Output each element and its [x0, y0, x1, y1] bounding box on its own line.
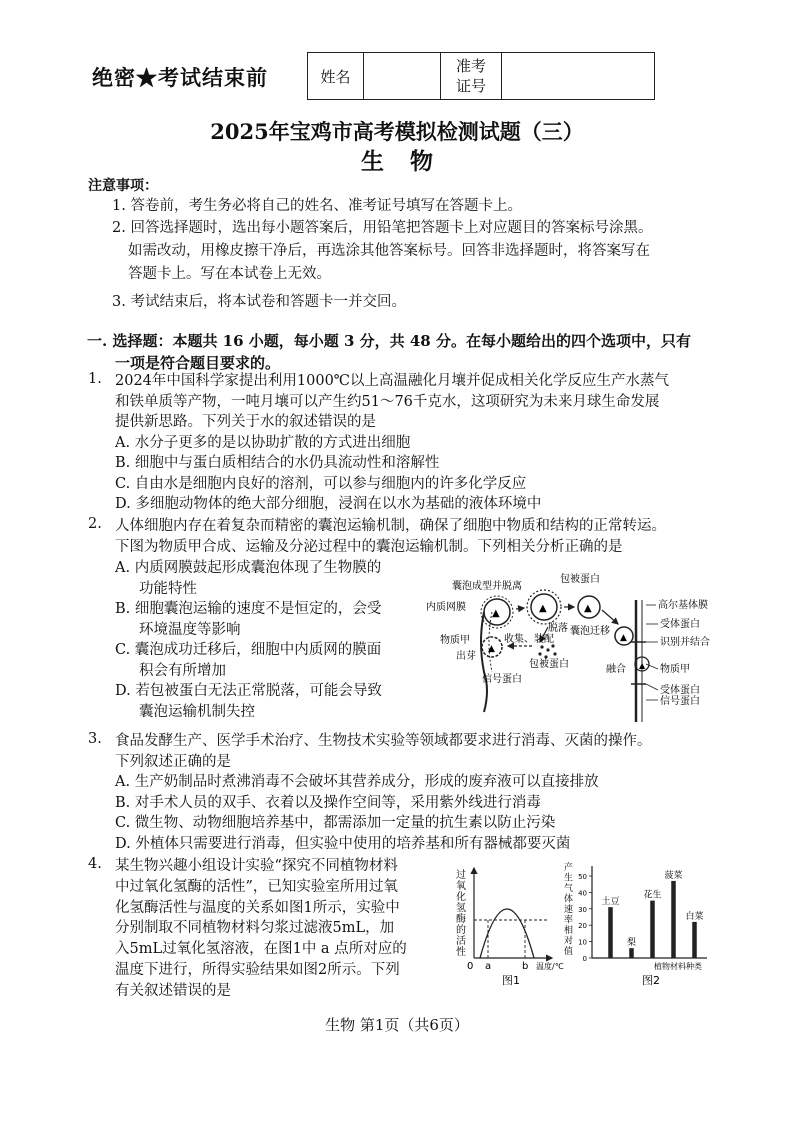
- section-line-1: 一. 选择题：本题共 16 小题，每小题 3 分，共 48 分。在每小题给出的四个选项中，只有: [87, 332, 691, 350]
- q1-option-d: D. 多细胞动物体的绝大部分细胞，浸润在以水为基础的液体环境中: [115, 496, 542, 512]
- fig2-ylabel: [564, 861, 573, 957]
- q3-option-d: D. 外植体只需要进行消毒，但实验中使用的培养基和所有器械都要灭菌: [115, 835, 571, 852]
- label-collect: 收集、装配: [504, 634, 554, 645]
- q3-line: 食品发酵生产、医学手术治疗、生物技术实验等领域都要求进行消毒、灭菌的操作。: [115, 733, 652, 749]
- q1-line: 2024年中国科学家提出利用1000℃以上高温融化月壤并促成相关化学反应生产水蒸气: [115, 373, 670, 389]
- q4-line: 中过氧化氢酶的活性”，已知实验室所用过氧: [115, 878, 398, 895]
- fig1-ylabel-char: 酶: [456, 914, 466, 925]
- fig2-caption: 图2: [642, 974, 660, 987]
- q3-line: 下列叙述正确的是: [115, 753, 231, 770]
- q2-line: 人体细胞内存在着复杂而精密的囊泡运输机制，确保了细胞中物质和结构的正常转运。: [115, 518, 666, 534]
- fig1-tick-b: b: [522, 961, 529, 972]
- notice-item-2: 2. 回答选择题时，选出每小题答案后，用铅笔把答题卡上对应题目的答案标号涂黑。: [112, 220, 653, 236]
- svg-text:▲: ▲: [539, 603, 547, 614]
- q2-options: [115, 558, 425, 722]
- q4-line: 某生物兴趣小组设计实验“探究不同植物材料: [115, 858, 398, 874]
- id-info-box: [307, 52, 655, 100]
- id-label-line1: 准考: [455, 57, 486, 75]
- notice-item-2-cont2: 答题卡上。写在本试卷上无效。: [128, 266, 331, 282]
- label-recognize: 识别并结合: [660, 637, 710, 648]
- label-receptor: 受体蛋白: [660, 619, 700, 630]
- q1-option-b: B. 细胞中与蛋白质相结合的水仍具流动性和溶解性: [115, 455, 440, 471]
- q1-line: 和铁单质等产物，一吨月壤可以产生约51～76千克水，这项研究为未来月球生命发展: [115, 393, 660, 410]
- er-membrane-shape: [481, 612, 487, 712]
- q1-line: 提供新思路。下列关于水的叙述错误的是: [115, 414, 376, 430]
- id-field[interactable]: [502, 53, 655, 100]
- label-signal-2: 信号蛋白: [660, 696, 700, 707]
- fig1-tick-a: a: [485, 961, 492, 972]
- q2-option-c: C. 囊泡成功迁移后，细胞中内质网的膜面: [115, 642, 382, 658]
- q2-number: 2.: [88, 516, 102, 532]
- fig2-y-tick-label: 40: [578, 889, 587, 898]
- label-shed: 脱落: [548, 623, 568, 634]
- notice-heading: 注意事项：: [88, 178, 158, 194]
- q4-number: 4.: [88, 856, 102, 872]
- label-substance-jia-2: 物质甲: [660, 664, 690, 675]
- svg-text:▲: ▲: [492, 608, 500, 619]
- label-signal: 信号蛋白: [482, 674, 522, 685]
- fig2-ylabel-char: 对: [564, 936, 574, 947]
- subject-title: 生物: [361, 148, 459, 175]
- exam-title: 2025年宝鸡市高考模拟检测试题（三）: [210, 119, 584, 144]
- coat-protein-dots: [538, 644, 556, 658]
- fig2-y-tick-label: 50: [578, 873, 587, 881]
- q2-stem: [115, 516, 755, 557]
- q2-line: 下图为物质甲合成、运输及分泌过程中的囊泡运输机制。下列相关分析正确的是: [115, 538, 623, 555]
- label-er-membrane: 内质网膜: [426, 602, 466, 613]
- section-line-2: 一项是符合题目要求的。: [115, 354, 281, 372]
- fig2-y-tick-label: 30: [578, 905, 587, 914]
- fig1-ylabel-char: 活: [456, 936, 466, 947]
- fig1-ylabel-char: 的: [456, 925, 466, 936]
- label-receptor-2: 受体蛋白: [660, 685, 700, 696]
- fig1-ylabel-char: 氧: [456, 881, 466, 892]
- q1-option-a: A. 水分子更多的是以协助扩散的方式进出细胞: [115, 434, 411, 451]
- fig1-ylabel-char: 化: [456, 892, 466, 903]
- q4-line: 分别制取不同植物材料匀浆过滤液5mL，加: [115, 920, 395, 937]
- label-golgi: 高尔基体膜: [658, 600, 708, 611]
- q2-option-c-cont: 积会有所增加: [139, 662, 226, 679]
- label-migrate: 囊泡迁移: [570, 626, 610, 637]
- fig2-bar-label: 花生: [643, 890, 662, 901]
- q2-option-a-cont: 功能特性: [139, 580, 197, 597]
- q4-line: 有关叙述错误的是: [115, 982, 231, 999]
- svg-text:▲: ▲: [584, 603, 592, 614]
- q1-option-c: C. 自由水是细胞内良好的溶剂，可以参与细胞内的许多化学反应: [115, 475, 527, 492]
- label-substance-jia: 物质甲: [440, 635, 470, 646]
- q2-option-a: A. 内质网膜鼓起形成囊泡体现了生物膜的: [115, 560, 382, 576]
- svg-text:▲: ▲: [620, 633, 627, 643]
- q1-stem: [115, 371, 755, 515]
- q1-number: 1.: [88, 371, 102, 387]
- vesicle-transport-diagram: [422, 572, 722, 724]
- fig2-ylabel-char: 气: [564, 884, 574, 894]
- fig1-ylabel: [456, 868, 466, 958]
- fig2-bar-label: 梨: [626, 938, 637, 949]
- notice-item-3: 3. 考试结束后，将本试卷和答题卡一并交回。: [112, 294, 406, 310]
- fig2-bar: [608, 907, 613, 958]
- fig2-ylabel-char: 体: [564, 894, 574, 905]
- id-label-line2: 证号: [455, 77, 486, 95]
- name-field[interactable]: [364, 53, 441, 100]
- q4-line: 入5mL过氧化氢溶液，在图1中 a 点所对应的: [115, 941, 407, 958]
- q3-number: 3.: [88, 731, 102, 747]
- fig2-y-tick-label: 0: [582, 955, 587, 963]
- q3-option-b: B. 对手术人员的双手、衣着以及操作空间等，采用紫外线进行消毒: [115, 794, 541, 811]
- fig2-ylabel-char: 产: [564, 863, 574, 873]
- fig1-ylabel-char: 性: [456, 947, 466, 958]
- fig1-caption: 图1: [502, 974, 520, 987]
- fig2-ylabel-char: 值: [564, 947, 574, 957]
- fig2-y-tick-label: 20: [578, 922, 587, 931]
- q3-option-c: C. 微生物、动物细胞培养基中，都需添加一定量的抗生素以防止污染: [115, 815, 556, 831]
- q2-option-b-cont: 环境温度等影响: [139, 621, 241, 638]
- q2-option-d-cont: 囊泡运输机制失控: [139, 703, 255, 720]
- notice-item-1: 1. 答卷前，考生务必将自己的姓名、准考证号填写在答题卡上。: [112, 198, 522, 214]
- fig1-xlabel: 温度/℃: [536, 962, 564, 971]
- secret-label: 绝密★考试结束前: [92, 65, 268, 90]
- fig2-bar-label: 土豆: [601, 897, 620, 908]
- q4-stem: [115, 856, 450, 1002]
- fig2-plot: [578, 866, 707, 963]
- q3-stem: [115, 731, 755, 854]
- q2-option-d: D. 若包被蛋白无法正常脱落，可能会导致: [115, 683, 382, 699]
- label-coat-protein: 包被蛋白: [560, 574, 600, 585]
- fig2-y-tick-label: 10: [578, 938, 587, 947]
- name-label: 姓名: [308, 53, 364, 100]
- label-bud: 出芽: [456, 651, 476, 662]
- svg-text:▲: ▲: [639, 661, 646, 670]
- fig2-xlabel: 植物材料种类: [654, 962, 702, 971]
- fig2-bar: [650, 901, 655, 958]
- q4-line: 温度下进行，所得实验结果如图2所示。下列: [115, 961, 400, 978]
- figure-1: [452, 858, 572, 988]
- id-label: [441, 53, 502, 100]
- notice-item-2-cont: 如需改动，用橡皮擦干净后，再选涂其他答案标号。回答非选择题时，将答案写在: [128, 243, 650, 259]
- fig2-ylabel-char: 速: [564, 905, 574, 915]
- fig2-ylabel-char: 相: [564, 926, 574, 936]
- fig2-bar: [629, 948, 634, 958]
- figure-2-chart: [562, 858, 712, 988]
- fig2-bar-label: 菠菜: [664, 870, 683, 881]
- page-footer: 生物 第1页（共6页）: [325, 1016, 469, 1034]
- fig2-bar: [671, 881, 676, 958]
- fig2-bar-label: 白菜: [685, 911, 704, 922]
- fig2-ylabel-char: 生: [564, 873, 574, 884]
- fig2-bar: [692, 922, 697, 958]
- q4-line: 化氢酶活性与温度的关系如图1所示，实验中: [115, 899, 400, 916]
- label-coat-protein-2: 包被蛋白: [529, 659, 569, 670]
- label-vesicle-form: 囊泡成型并脱离: [452, 581, 522, 592]
- fig2-ylabel-char: 率: [564, 915, 574, 926]
- fig1-ylabel-char: 氢: [456, 903, 466, 914]
- fig1-ylabel-char: 过: [456, 870, 466, 881]
- section-heading: [87, 330, 737, 374]
- q3-option-a: A. 生产奶制品时煮沸消毒不会破坏其营养成分，形成的废弃液可以直接排放: [115, 774, 599, 790]
- fig1-origin: 0: [467, 961, 474, 972]
- q2-option-b: B. 细胞囊泡运输的速度不是恒定的，会受: [115, 601, 382, 617]
- vesicle-substance-mark: ▲: [488, 644, 495, 654]
- label-fuse: 融合: [606, 664, 626, 675]
